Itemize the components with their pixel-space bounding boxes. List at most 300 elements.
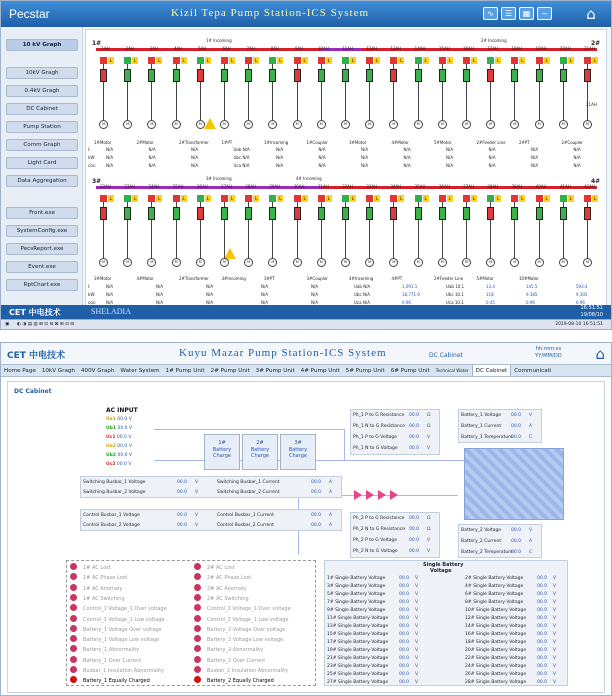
breaker[interactable] [342,69,349,82]
single-battery-unit: V [553,672,557,677]
breaker[interactable] [269,207,276,220]
breaker[interactable] [100,207,107,220]
kv-value: 00.0 [409,516,420,521]
lock-tag: L [545,58,548,63]
breaker[interactable] [415,69,422,82]
breaker[interactable] [197,207,204,220]
single-battery-value: 00.0 [537,656,548,661]
single-battery-row [327,647,418,655]
disconnector-switch[interactable] [584,57,591,64]
kv-label: Switching Busbar_1 Current [217,480,280,485]
breaker[interactable] [511,69,518,82]
value-cell: N/A [403,155,411,160]
single-battery-value: 00.0 [537,616,548,621]
single-battery-row [327,615,418,623]
trend-icon[interactable]: ~ [537,7,552,20]
single-battery-value: 00.0 [537,624,548,629]
pt-voltage: Uca N/A [233,163,250,168]
ac-input-row [106,442,132,451]
value-cell: N/A [106,300,114,305]
disconnector-switch[interactable] [269,195,276,202]
alarm-item [70,666,164,676]
alarm-indicator-icon [70,666,77,673]
nav-item[interactable]: 10kV Gragh [6,67,78,79]
home-icon[interactable]: ⌂ [595,345,605,363]
nav-tool[interactable]: RptChart.exe [6,279,78,291]
waveform-icon[interactable]: ∿ [483,7,498,20]
motor-icon: M [293,258,302,267]
disconnector-switch[interactable] [439,195,446,202]
kv-unit: A [529,539,533,544]
single-battery-value: 00.0 [537,664,548,669]
single-battery-label: 22# Single Battery Voltage [465,656,527,661]
disconnector-switch[interactable] [342,195,349,202]
single-battery-label: 13# Single Battery Voltage [327,624,389,629]
taskbar-icons[interactable]: ◐ ◑ ▤ ▥ ⊞ ⊡ ⊟ ⊠ ⊞ ⊡ ⊟ [17,322,75,327]
disconnector-switch[interactable] [197,195,204,202]
breaker[interactable] [390,207,397,220]
breaker[interactable] [124,69,131,82]
bus-1-label: 1# [92,40,102,47]
lock-tag: L [303,58,306,63]
disconnector-switch[interactable] [342,57,349,64]
alarm-item [194,563,235,573]
alarm-label: Busbar_2 Insulation Abnormality [207,668,289,674]
value-cell: 0.96 [402,300,411,305]
motor-icon: M [268,258,277,267]
tab[interactable]: 5# Pump Unit [345,368,385,374]
disconnector-switch[interactable] [269,57,276,64]
breaker[interactable] [245,207,252,220]
single-battery-label: 11# Single Battery Voltage [327,616,389,621]
value-cell: N/A [148,155,156,160]
single-battery-unit: V [553,608,557,613]
breaker[interactable] [463,207,470,220]
kv-label: Ph_2 N to G Voltage [353,549,398,554]
single-battery-value: 00.0 [399,648,410,653]
bay-label: 25AH [172,184,184,189]
single-battery-value: 00.0 [399,592,410,597]
disconnector-switch[interactable] [366,195,373,202]
single-battery-row [465,671,556,679]
feeder-label: 5#Motor [434,140,452,145]
value-cell: 0.96 [526,300,535,305]
bus-4-label: 4# [591,178,601,185]
disconnector-switch[interactable] [390,57,397,64]
nav-tool[interactable]: Front.exe [6,207,78,219]
breaker[interactable] [463,69,470,82]
breaker[interactable] [366,207,373,220]
value-cell: 118 [486,292,494,297]
disconnector-switch[interactable] [100,57,107,64]
single-battery-label: 26# Single Battery Voltage [465,672,527,677]
start-button[interactable]: ▣ [5,322,10,327]
feeder-label: 2#Feeder Line [434,276,464,281]
ac-input-row [106,433,131,442]
bay-label: 1AH [101,46,110,51]
single-battery-value: 00.0 [399,632,410,637]
breaker[interactable] [536,207,543,220]
nav-item[interactable]: DC Cabinet [6,103,78,115]
single-battery-row [465,663,556,671]
feeder-label: 2#Transformer [179,276,209,281]
bay[interactable] [580,185,599,297]
kv-label: Switching Busbar_1 Voltage [83,480,146,485]
single-battery-value: 00.0 [399,576,410,581]
disconnector-switch[interactable] [221,195,228,202]
kv-value: 00.0 [177,523,188,528]
battery-charger[interactable] [204,434,240,470]
bay-label: 14AH [414,46,426,51]
single-battery-value: 00.0 [537,576,548,581]
kv-unit: V [195,523,199,528]
bay[interactable] [411,47,430,159]
feeder-label: 4#Motor [391,140,409,145]
breaker[interactable] [536,69,543,82]
footer-bar [1,305,611,319]
battery-charger[interactable] [280,434,316,470]
line-to-diodes [344,460,464,461]
breaker[interactable] [366,69,373,82]
value-cell: N/A [318,163,326,168]
value-cell: N/A [361,155,369,160]
single-battery-title: Single Battery [423,562,464,568]
nav-item[interactable]: Data Aggregation [6,175,78,187]
kv-unit: A [329,490,333,495]
alarm-label: 1# AC Lost [83,565,111,571]
bay[interactable] [241,47,260,159]
value-cell: N/A [403,147,411,152]
bay[interactable] [532,47,551,159]
kv-label: Control Busbar_1 Current [217,513,274,518]
charger-label: Battery [288,446,308,453]
disconnector-switch[interactable] [148,195,155,202]
alarm-item [70,635,159,645]
single-battery-label: 8# Single Battery Voltage [465,600,524,605]
breaker[interactable] [294,69,301,82]
single-battery-unit: V [553,584,557,589]
disconnector-switch[interactable] [173,57,180,64]
breaker[interactable] [124,207,131,220]
panel-title: DC Cabinet [14,388,52,395]
nav-tool[interactable]: PecsReport.exe [6,243,78,255]
bay-label: 5AH [198,46,207,51]
kv-value: 00.0 [511,435,522,440]
value-cell: N/A [156,284,164,289]
tab[interactable]: 10kV Gragh [41,368,75,374]
single-battery-row [465,655,556,663]
tab[interactable]: 6# Pump Unit [390,368,430,374]
single-battery-row [465,679,556,687]
disconnector-switch[interactable] [318,57,325,64]
battery-1-box [458,409,542,443]
battery-charger[interactable] [242,434,278,470]
disconnector-switch[interactable] [294,195,301,202]
single-battery-row [465,575,556,583]
value-cell: N/A [311,292,319,297]
value-cell: N/A [361,147,369,152]
kv-unit: V [529,528,533,533]
breaker[interactable] [318,207,325,220]
kv-value: 00.0 [409,446,420,451]
breaker[interactable] [584,207,591,220]
tab[interactable]: Technical Water [435,368,469,373]
disconnector-switch[interactable] [536,57,543,64]
breaker[interactable] [439,207,446,220]
kv-unit: C [529,435,533,440]
disconnector-switch[interactable] [560,195,567,202]
charger-label: Charge [251,453,269,459]
breaker[interactable] [221,69,228,82]
battery-2-box [458,524,542,558]
feeder-label: 3#PT [264,276,275,281]
breaker[interactable] [584,69,591,82]
breaker[interactable] [560,207,567,220]
disconnector-switch[interactable] [487,57,494,64]
breaker[interactable] [197,69,204,82]
nav-tool[interactable]: Event.exe [6,261,78,273]
motor-icon: M [510,258,519,267]
ac-phase-value: 00.0 [116,435,127,440]
bay-label: 16AH [463,46,474,51]
breaker[interactable] [342,207,349,220]
breaker[interactable] [390,69,397,82]
tab[interactable]: Water System [120,368,160,374]
breaker[interactable] [294,207,301,220]
ac-input-row [106,424,132,433]
single-battery-value: 00.0 [537,680,548,685]
tab[interactable]: Home Page [4,368,36,374]
single-battery-value: 00.0 [399,672,410,677]
disconnector-switch[interactable] [124,57,131,64]
single-battery-label: 17# Single Battery Voltage [327,640,389,645]
ph2-box [350,512,440,558]
bay-label: 7AH [246,46,255,51]
kv-label: Ph_2 P to G Resistance [353,516,405,521]
breaker[interactable] [100,69,107,82]
motor-icon: M [220,258,229,267]
nav-tool[interactable]: SystemConfig.exe [6,225,78,237]
disconnector-switch[interactable] [366,57,373,64]
disconnector-switch[interactable] [245,57,252,64]
breaker[interactable] [415,207,422,220]
disconnector-switch[interactable] [294,57,301,64]
bay-label: 17AH [487,46,499,51]
kv-value: 00.0 [511,413,522,418]
feeder-label: 5#Motor [476,276,494,281]
table-icon[interactable]: ▦ [519,7,534,20]
nav-10kv-graph[interactable]: 10 kV Graph [6,39,78,51]
breaker[interactable] [318,69,325,82]
kv-unit: Ω [427,413,431,418]
breaker[interactable] [173,69,180,82]
single-battery-label: 7# Single Battery Voltage [327,600,386,605]
incoming-3-label: 3# Incoming [206,176,232,181]
disconnector-switch[interactable] [318,195,325,202]
value-cell: 0.45 [486,300,495,305]
pt-voltage: Ubc N/A [233,155,250,160]
row-key: kW: [88,292,96,297]
alarm-indicator-icon [70,594,77,601]
incoming-2-label: 2# Incoming [481,38,507,43]
disconnector-switch[interactable] [511,57,518,64]
motor-icon: M [583,258,592,267]
value-cell: N/A [446,155,454,160]
motor-icon: M [99,120,108,129]
ac-phase-unit: V [128,426,133,431]
kv-label: Switching Busbar_2 Current [217,490,280,495]
disconnector-switch[interactable] [148,57,155,64]
single-battery-value: 00.0 [537,672,548,677]
bay-label: 22AH [100,184,111,189]
disconnector-switch[interactable] [439,57,446,64]
ac-phase-value: 00.0 [117,444,128,449]
breaker[interactable] [487,69,494,82]
home-icon[interactable]: ⌂ [586,5,596,23]
breaker[interactable] [269,69,276,82]
lock-tag: L [569,196,572,201]
motor-icon: M [196,258,205,267]
value-cell: N/A [318,155,326,160]
single-battery-label: 9# Single Battery Voltage [327,608,386,613]
lock-tag: L [327,196,330,201]
nav-item[interactable]: 0.4kV Gragh [6,85,78,97]
kv-value: 00.0 [409,549,420,554]
bay[interactable] [459,47,478,159]
bus-voltage: Uab 10.1 [446,284,465,289]
nav-item[interactable]: Pump Station [6,121,78,133]
value-cell: N/A [488,163,496,168]
breaker[interactable] [560,69,567,82]
tab[interactable]: 400V Graph [80,368,115,374]
breaker[interactable] [439,69,446,82]
bay-label: 12AH [366,46,378,51]
disconnector-switch[interactable] [415,57,422,64]
single-battery-unit: V [415,584,419,589]
value-cell: N/A [106,292,114,297]
bay[interactable] [556,185,575,297]
alarm-label: Control_2 Voltage_1 Low voltage [207,616,289,623]
kv-value: 00.0 [311,490,322,495]
bay-label: 29AH [269,184,281,189]
disconnector-switch[interactable] [415,195,422,202]
lock-tag: L [569,58,572,63]
disconnector-switch[interactable] [560,57,567,64]
breaker[interactable] [245,69,252,82]
motor-icon: M [172,120,181,129]
single-battery-value: 00.0 [537,648,548,653]
lock-tag: L [279,58,282,63]
feeder-label: 2#Motor [136,140,154,145]
disconnector-switch[interactable] [245,195,252,202]
motor-icon: M [462,120,471,129]
tab[interactable]: 3# Pump Unit [255,368,295,374]
list-icon[interactable]: ☰ [501,7,516,20]
motor-icon: M [341,258,350,267]
lock-tag: L [230,196,234,201]
kv-label: Battery_1 Voltage [461,413,502,418]
bay-label: 8AH [270,46,280,51]
ac-input-title: AC INPUT [106,407,138,414]
feeder-label: 1#PT [221,140,233,145]
row-key: cos: [88,300,97,305]
tab[interactable]: 2# Pump Unit [210,368,250,374]
breaker[interactable] [173,207,180,220]
bus-3-label: 3# [92,178,102,185]
breaker[interactable] [221,207,228,220]
control-busbar-row [217,521,341,530]
nav-item[interactable]: Light Card [6,157,78,169]
control-busbar-row [83,511,207,520]
alarm-indicator-icon [194,635,201,642]
alarm-item [194,666,288,676]
breaker[interactable] [148,69,155,82]
lock-tag: L [158,58,161,63]
disconnector-switch[interactable] [463,195,470,202]
nav-item[interactable]: Comm Graph [6,139,78,151]
control-busbar-row [217,511,341,520]
breaker[interactable] [148,207,155,220]
alarm-indicator-icon [70,676,77,683]
tab[interactable]: 1# Pump Unit [165,368,205,374]
single-battery-label: 16# Single Battery Voltage [465,632,527,637]
tab[interactable]: 4# Pump Unit [300,368,340,374]
motor-icon: M [244,258,253,267]
tab[interactable]: Communicati [514,368,552,374]
disconnector-switch[interactable] [463,57,470,64]
row-key: I: [88,147,91,152]
disconnector-switch[interactable] [173,195,180,202]
value-cell: N/A [156,300,164,305]
disconnector-switch[interactable] [124,195,131,202]
disconnector-switch[interactable] [390,195,397,202]
tab[interactable]: DC Cabinet [472,365,512,377]
disconnector-switch[interactable] [511,195,518,202]
bay[interactable] [411,185,430,297]
battery-1-row [461,411,541,420]
motor-icon: M [510,120,519,129]
bus-voltage: Uca 10.1 [446,300,464,305]
value-cell: N/A [148,147,156,152]
disconnector-switch[interactable] [487,195,494,202]
disconnector-switch[interactable] [584,195,591,202]
lock-tag: L [400,58,403,63]
breaker[interactable] [487,207,494,220]
single-battery-row [327,663,418,671]
disconnector-switch[interactable] [221,57,228,64]
bay-label: 40AH [535,184,547,189]
bay-label: 32AH [342,184,353,189]
single-battery-value: 00.0 [399,608,410,613]
breaker[interactable] [511,207,518,220]
single-battery-unit: V [415,624,419,629]
kv-unit: V [427,538,431,543]
feeder-label: 4#PT [391,276,403,281]
disconnector-switch[interactable] [536,195,543,202]
single-battery-row [465,591,556,599]
kv-label: Switching Busbar_2 Voltage [83,490,146,495]
motor-icon: M [389,120,398,129]
alarm-item [70,676,150,686]
lock-tag: L [206,58,209,63]
disconnector-switch[interactable] [197,57,204,64]
bay-label: 38AH [487,184,499,189]
warning-icon[interactable] [204,118,216,129]
disconnector-switch[interactable] [100,195,107,202]
bay-label: 6AH [222,46,231,51]
lock-tag: L [279,196,282,201]
value-cell: N/A [191,147,199,152]
